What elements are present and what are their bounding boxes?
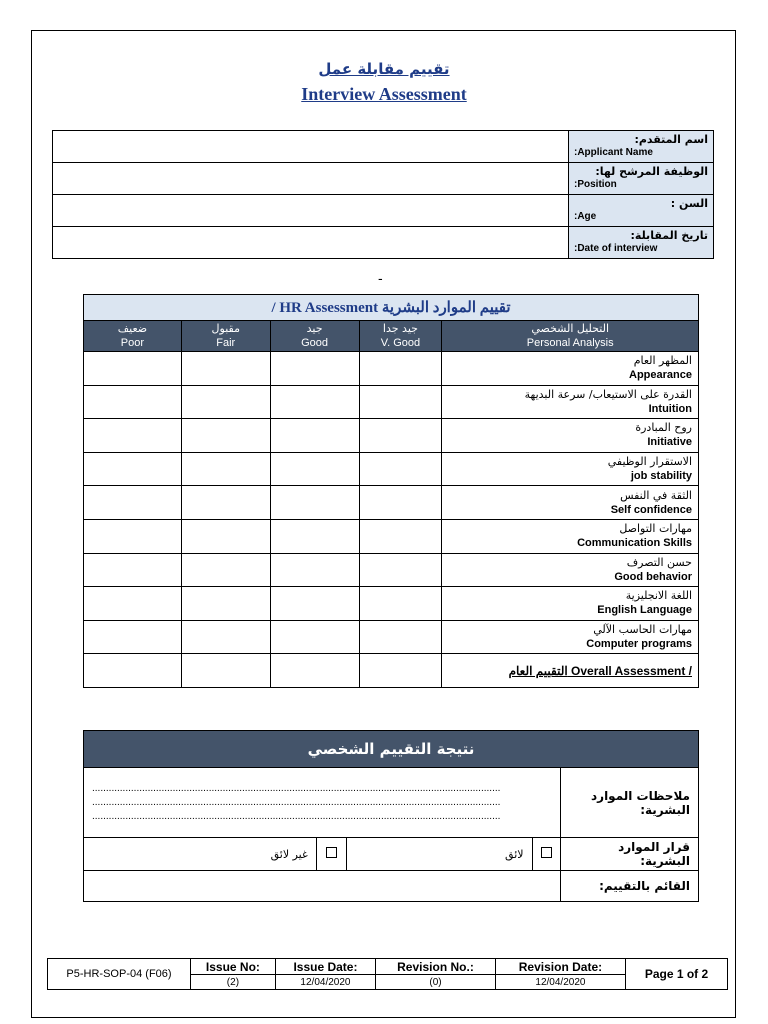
option-unfit-label: غير لائق (84, 838, 317, 871)
criterion-arabic: اللغة الانجليزية (625, 589, 692, 603)
criterion-label (442, 419, 699, 453)
rating-cell[interactable] (181, 385, 270, 419)
rating-cell[interactable] (84, 553, 182, 587)
page-number: Page 1 of 2 (626, 959, 728, 990)
rating-cell[interactable] (359, 654, 442, 688)
rating-cell[interactable] (181, 587, 270, 621)
criterion-english: Appearance (629, 369, 692, 382)
rating-cell[interactable] (270, 419, 359, 453)
hr-decision-label: قرار الموارد البشرية: (560, 838, 698, 871)
position-field[interactable] (53, 163, 569, 195)
hr-notes-field[interactable]: ................................................................................................................................................... ................................................................................................................................................... ................................................................................................................................................... (84, 768, 561, 838)
criterion-arabic: حسن التصرف (626, 555, 692, 569)
criterion-label (442, 587, 699, 621)
option-fit-checkbox[interactable] (532, 838, 560, 871)
rating-cell[interactable] (84, 352, 182, 386)
rating-cell[interactable] (359, 486, 442, 520)
criterion-label (442, 553, 699, 587)
rating-cell[interactable] (84, 587, 182, 621)
criterion-label (442, 620, 699, 654)
column-very-good: جيد جدا V. Good (359, 321, 442, 352)
form-title-english: Interview Assessment (301, 84, 467, 104)
applicant-info-table (52, 130, 714, 259)
issue-no-label: Issue No: (191, 959, 276, 975)
hr-notes-label: ملاحظات الموارد البشرية: (560, 768, 698, 838)
rating-cell[interactable] (270, 587, 359, 621)
revision-date-value: 12/04/2020 (495, 975, 625, 990)
rating-cell[interactable] (181, 553, 270, 587)
criterion-english: Intuition (648, 402, 692, 415)
hr-assessment-table (83, 294, 699, 688)
rating-cell[interactable] (84, 419, 182, 453)
criterion-english: job stability (630, 470, 692, 483)
rating-cell[interactable] (270, 486, 359, 520)
rating-cell[interactable] (181, 352, 270, 386)
rating-cell[interactable] (359, 352, 442, 386)
rating-cell[interactable] (181, 654, 270, 688)
rating-cell[interactable] (84, 654, 182, 688)
criterion-english: Computer programs (586, 638, 692, 651)
personal-result-table (83, 730, 699, 902)
rating-cell[interactable] (181, 519, 270, 553)
result-title: نتيجة التقييم الشخصي (84, 731, 699, 768)
column-fair: مقبول Fair (181, 321, 270, 352)
position-label: الوظيفة المرشح لها: :Position (569, 163, 714, 195)
rating-cell[interactable] (359, 519, 442, 553)
criteria-row (84, 419, 699, 453)
rating-cell[interactable] (270, 553, 359, 587)
rating-cell[interactable] (181, 452, 270, 486)
criteria-row (84, 486, 699, 520)
criteria-row (84, 553, 699, 587)
rating-cell[interactable] (84, 452, 182, 486)
assessor-field[interactable] (84, 871, 561, 902)
column-poor: ضعيف Poor (84, 321, 182, 352)
rating-cell[interactable] (359, 587, 442, 621)
rating-cell[interactable] (84, 486, 182, 520)
criterion-arabic: الثقة في النفس (620, 488, 692, 502)
rating-cell[interactable] (359, 385, 442, 419)
hr-assessment-caption: تقييم الموارد البشرية HR Assessment / (84, 295, 699, 321)
criterion-english: Self confidence (610, 503, 692, 516)
criteria-row (84, 519, 699, 553)
rating-cell[interactable] (359, 452, 442, 486)
interview-date-label: تاريخ المقابلة: :Date of interview (569, 227, 714, 259)
rating-cell[interactable] (359, 553, 442, 587)
criterion-label (442, 486, 699, 520)
criterion-arabic: مهارات التواصل (619, 522, 692, 536)
option-fit-label: لائق (346, 838, 532, 871)
applicant-name-field[interactable] (53, 131, 569, 163)
separator-dash: - (378, 270, 383, 286)
criterion-english: Communication Skills (577, 537, 692, 550)
criterion-label (442, 452, 699, 486)
age-field[interactable] (53, 195, 569, 227)
criterion-label (442, 385, 699, 419)
criterion-arabic: الاستقرار الوظيفي (607, 455, 692, 469)
rating-cell[interactable] (84, 385, 182, 419)
rating-cell[interactable] (359, 620, 442, 654)
criterion-arabic: المظهر العام (633, 354, 692, 368)
rating-cell[interactable] (270, 352, 359, 386)
rating-cell[interactable] (270, 452, 359, 486)
criteria-row (84, 385, 699, 419)
document-footer (47, 958, 728, 990)
column-good: جيد Good (270, 321, 359, 352)
checkbox-icon (541, 847, 552, 858)
criterion-english: Initiative (647, 436, 692, 449)
criteria-row (84, 587, 699, 621)
issue-no-value: (2) (191, 975, 276, 990)
rating-cell[interactable] (84, 519, 182, 553)
interview-date-field[interactable] (53, 227, 569, 259)
overall-assessment-label: التقييم العام Overall Assessment / (442, 654, 699, 688)
rating-cell[interactable] (181, 486, 270, 520)
criterion-label (442, 352, 699, 386)
rating-cell[interactable] (270, 620, 359, 654)
criteria-row (84, 452, 699, 486)
issue-date-value: 12/04/2020 (275, 975, 375, 990)
age-label: السن : :Age (569, 195, 714, 227)
criteria-row (84, 620, 699, 654)
rating-cell[interactable] (359, 419, 442, 453)
assessor-label: القائم بالتقييم: (560, 871, 698, 902)
criteria-row (84, 352, 699, 386)
option-unfit-checkbox[interactable] (316, 838, 346, 871)
applicant-name-label: اسم المتقدم: :Applicant Name (569, 131, 714, 163)
rating-cell[interactable] (181, 620, 270, 654)
column-personal-analysis: التحليل الشخصي Personal Analysis (442, 321, 699, 352)
rating-cell[interactable] (84, 620, 182, 654)
criterion-label (442, 519, 699, 553)
form-title-arabic: تقييم مقابلة عمل (318, 60, 450, 78)
rating-cell[interactable] (181, 419, 270, 453)
issue-date-label: Issue Date: (275, 959, 375, 975)
revision-no-value: (0) (376, 975, 496, 990)
rating-cell[interactable] (270, 519, 359, 553)
rating-cell[interactable] (270, 385, 359, 419)
revision-date-label: Revision Date: (495, 959, 625, 975)
criterion-english: English Language (597, 604, 692, 617)
document-code: P5-HR-SOP-04 (F06) (48, 959, 191, 990)
rating-cell[interactable] (270, 654, 359, 688)
criterion-arabic: مهارات الحاسب الآلي (593, 623, 692, 637)
revision-no-label: Revision No.: (376, 959, 496, 975)
criterion-arabic: القدرة على الاستيعاب/ سرعة البديهة (524, 387, 692, 401)
checkbox-icon (326, 847, 337, 858)
criterion-english: Good behavior (614, 570, 692, 583)
criterion-arabic: روح المبادرة (635, 421, 692, 435)
